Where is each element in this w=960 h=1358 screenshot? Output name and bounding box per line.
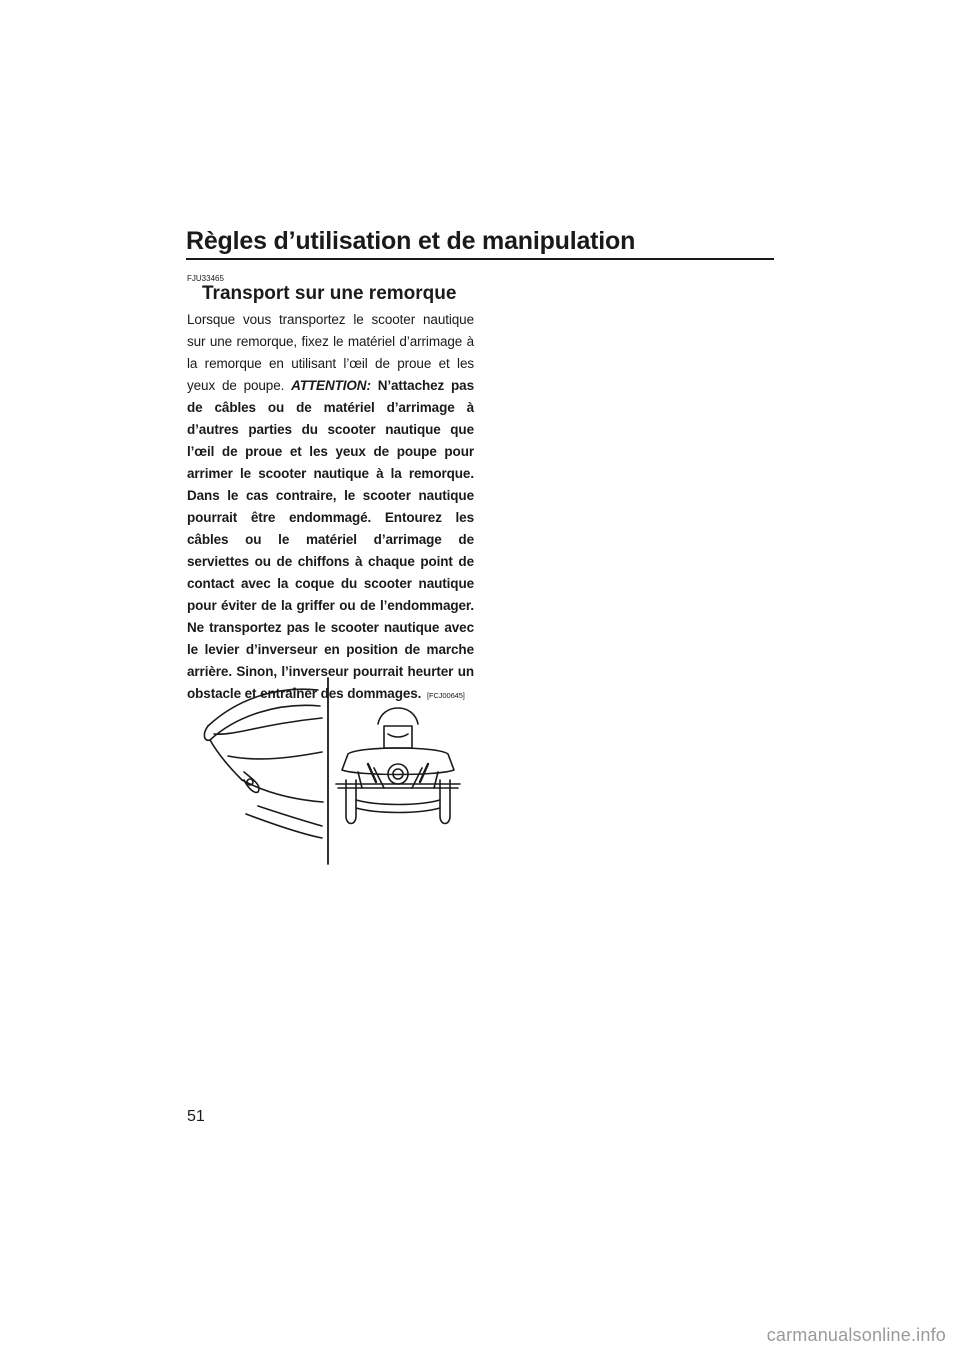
hull-top	[342, 748, 454, 775]
seat-back	[378, 708, 418, 724]
trailer-illustration	[198, 676, 474, 866]
section-trailer-transport	[187, 274, 474, 707]
watercraft-on-trailer-illustration	[198, 676, 474, 866]
section-title: Transport sur une remorque	[202, 283, 457, 304]
attention-text: N’attachez pas de câbles ou de matériel d’arrimage à d’autres parties du scooter nautique que l’œil de proue et les yeux de poupe pour arrimer le scooter nautique à la remorque. Dans le cas contraire, le scooter nautique pourrait être endommagé. Entourez les câbles ou le matériel d’arrimage de serviettes ou de chiffons à chaque point de contact avec la coque du scooter nautique pour éviter de la griffer ou de l’endommager. Ne transportez pas le scooter nautique avec le levier d’inverseur en position de marche arrière. Sinon, l’inverseur pourrait heurter un obstacle et entraîner des dommages.	[187, 378, 474, 701]
right-wheel	[440, 780, 450, 824]
attention-label: ATTENTION:	[291, 378, 371, 393]
footer-watermark: carmanualsonline.info	[766, 1325, 946, 1345]
section-code: FJU33465	[187, 274, 224, 283]
section-body	[187, 309, 474, 707]
page-number: 51	[187, 1108, 205, 1125]
left-wheel	[346, 780, 356, 824]
page-header	[186, 226, 774, 260]
attention-code: [FCJ00645]	[427, 691, 465, 700]
page-title: Règles d’utilisation et de manipulation	[186, 227, 636, 255]
intro-text: Lorsque vous transportez le scooter nautique sur une remorque, fixez le matériel d’arrimage à la remorque en utilisant l’œil de proue et les yeux de poupe.	[187, 312, 474, 393]
